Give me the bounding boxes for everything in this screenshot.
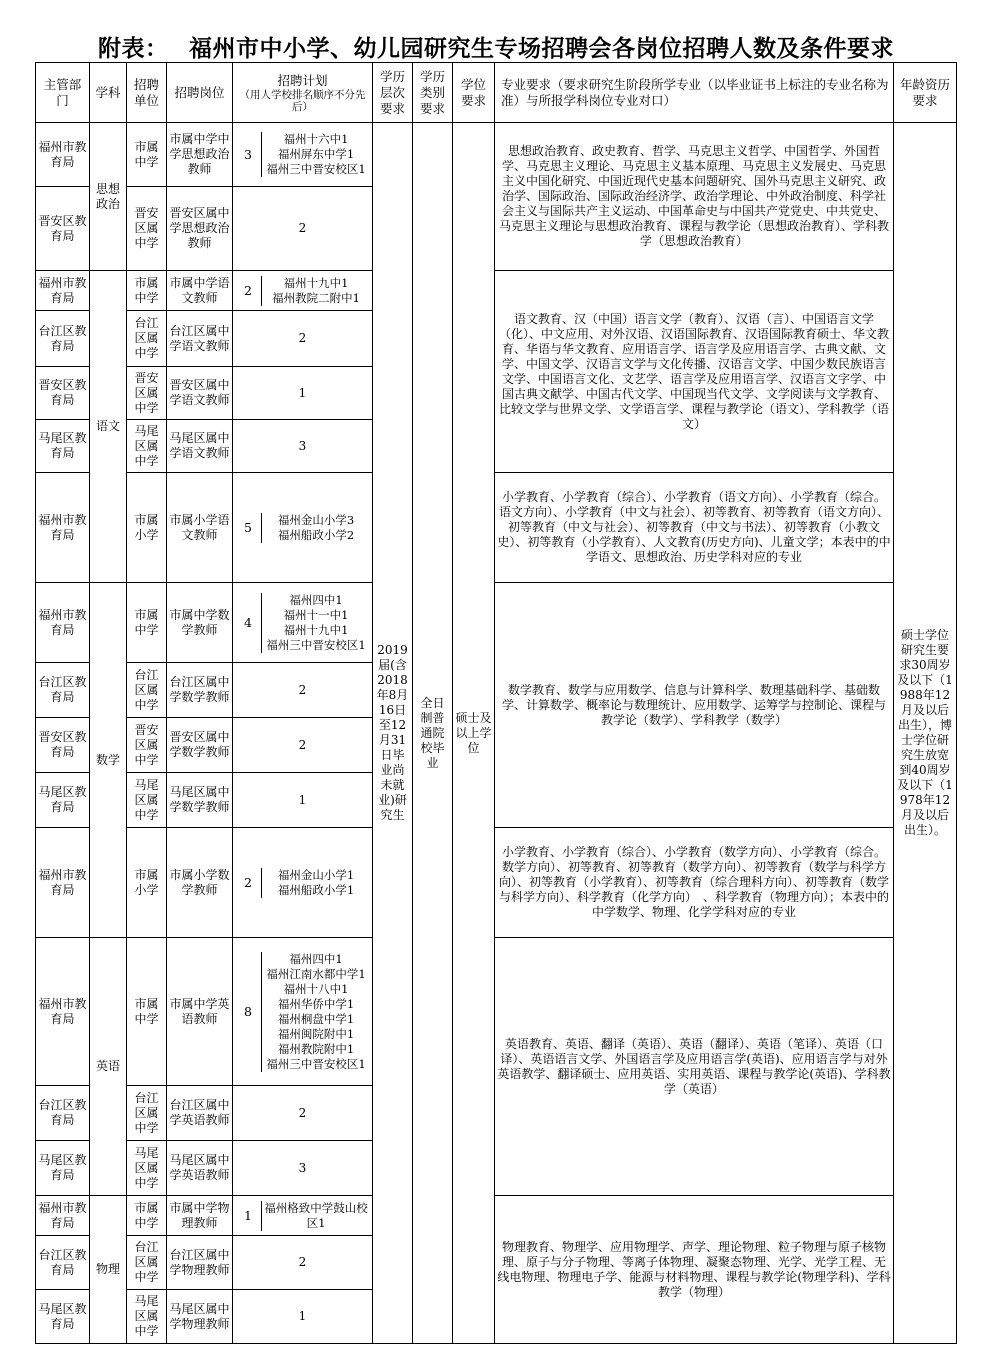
plan-cell [233, 123, 373, 187]
post-cell: 晋安区属中学思想政治教师 [167, 187, 233, 271]
school-item: 福州屏东中学1 [277, 147, 355, 161]
header-degree: 学位要求 [453, 63, 495, 123]
plan-cell [233, 938, 373, 1086]
major-chinese-middle: 语文教育、汉（中国）语言文学（教育）、汉语（言）、中国语言文学（化）、中文应用、对外汉语、汉语国际教育、汉语国际教育硕士、华文教育、华语与华文教育、应用语言学、语言学及应用语言学、古典文献、文学、中国文学、汉语言文学与文化传播、汉语言文学、中国少数民族语言文学、中国语言文化、文艺学、语言学及应用语言学、汉语言文字学、中国古典文献学、中国古代文学、中国现当代文学、文学阅读与文学教育、比较文学与世界文学、文学语言学、课程与教学论（语文）、学科教学（语文） [495, 271, 894, 473]
school-item: 福州十一中1 [283, 607, 349, 622]
table-row [36, 583, 957, 663]
plan-cell [233, 583, 373, 663]
unit-cell: 马尾区属中学 [127, 1141, 167, 1196]
unit-cell: 马尾区属中学 [127, 420, 167, 473]
plan-count: 5 [235, 513, 262, 543]
header-age: 年龄资历要求 [894, 63, 957, 123]
post-cell: 台江区属中学物理教师 [167, 1236, 233, 1290]
header-edu-level: 学历层次要求 [373, 63, 413, 123]
dept-cell: 福州市教育局 [36, 473, 90, 583]
post-cell: 市属小学数学教师 [167, 828, 233, 938]
school-item: 福州金山小学1 [277, 867, 355, 882]
post-cell: 台江区属中学数学教师 [167, 663, 233, 718]
major-math-primary: 小学教育、小学教育（综合）、小学教育（数学方向）、小学教育（综合。数学方向）、初等教育、初等教育（数学方向）、初等教育（数学与科学方向）、初等教育（小学教育）、初等教育（综合理科方向）、初等教育（数学与科学方向）、科学教育（化学方向） 、科学教育（物理方向）；本表中的中学数学、物理、化学学科对应的专业 [495, 828, 894, 938]
school-item: 福州四中1 [289, 951, 343, 966]
header-plan-label: 招聘计划 [277, 72, 328, 88]
degree-cell: 硕士及以上学位 [453, 123, 495, 1344]
post-cell: 马尾区属中学数学教师 [167, 773, 233, 828]
table-row [36, 123, 957, 187]
plan-count: 1 [233, 773, 373, 828]
major-english: 英语教育、英语、翻译（英语）、英语（翻译）、英语（笔译）、英语（口译）、英语语言文学、外国语言学及应用语言学(英语)、应用语言学与对外英语教学、翻译硕士、应用英语、实用英语、课程与教学论(英语)、学科教学（英语） [495, 938, 894, 1196]
unit-cell: 台江区属中学 [127, 663, 167, 718]
unit-cell: 市属中学 [127, 583, 167, 663]
plan-count: 1 [233, 1290, 373, 1344]
page-title: 附表： 福州市中小学、幼儿园研究生专场招聘会各岗位招聘人数及条件要求 [97, 35, 894, 62]
school-item: 福州十八中1 [283, 981, 349, 996]
major-math-middle: 数学教育、数学与应用数学、信息与计算科学、数理基础科学、基础数学、计算数学、概率论与数理统计、应用数学、运筹学与控制论、课程与教学论（数学）、学科教学（数学） [495, 583, 894, 828]
dept-cell: 马尾区教育局 [36, 420, 90, 473]
unit-cell: 台江区属中学 [127, 1236, 167, 1290]
dept-cell: 马尾区教育局 [36, 1290, 90, 1344]
school-item: 福州十九中1 [283, 622, 349, 637]
school-item: 福州三中晋安校区1 [266, 162, 366, 176]
post-cell: 马尾区属中学语文教师 [167, 420, 233, 473]
plan-cell [233, 828, 373, 938]
subject-cell: 英语 [90, 938, 127, 1196]
major-chinese-primary: 小学教育、小学教育（综合）、小学教育（语文方向）、小学教育（综合。语文方向）、小学教育（中文与社会）、初等教育、初等教育（语文方向）、初等教育（中文与社会）、初等教育（中文与书法）、初等教育（小教文史）、初等教育（小学教育）、人文教育(历史方向)、儿童文学；本表中的中学语文、思想政治、历史学科对应的专业 [495, 473, 894, 583]
header-dept: 主管部门 [36, 63, 90, 123]
header-major: 专业要求（要求研究生阶段所学专业（以毕业证书上标注的专业名称为准）与所报学科岗位专业对口） [495, 63, 894, 123]
header-row [36, 63, 957, 123]
plan-count: 4 [235, 593, 262, 653]
school-item: 福州江南水都中学1 [266, 966, 366, 981]
school-item: 福州十六中1 [283, 132, 349, 146]
unit-cell: 市属中学 [127, 1196, 167, 1236]
school-item: 福州四中1 [289, 592, 343, 607]
dept-cell: 福州市教育局 [36, 271, 90, 311]
plan-count: 2 [235, 868, 262, 898]
dept-cell: 马尾区教育局 [36, 773, 90, 828]
table-row [36, 271, 957, 311]
recruitment-table [35, 62, 957, 1344]
plan-count: 2 [233, 311, 373, 367]
dept-cell: 福州市教育局 [36, 123, 90, 187]
plan-count: 2 [233, 718, 373, 773]
school-item: 福州闽院附中1 [277, 1026, 355, 1041]
post-cell: 台江区属中学语文教师 [167, 311, 233, 367]
unit-cell: 台江区属中学 [127, 311, 167, 367]
dept-cell: 台江区教育局 [36, 1236, 90, 1290]
major-politics: 思想政治教育、政史教育、哲学、马克思主义哲学、中国哲学、外国哲学、马克思主义理论、马克思主义基本原理、马克思主义发展史、马克思主义中国化研究、中国近现代史基本问题研究、国外马克思主义研究、政治学、国际政治、国际政治经济学、政治学理论、中外政治制度、科学社会主义与国际共产主义运动、中国革命史与中国共产党党史、中共党史、马克思主义理论与思想政治教育、课程与教学论（思想政治教育）、学科教学（思想政治教育） [495, 123, 894, 271]
table-row [36, 473, 957, 583]
header-edu-type: 学历类别要求 [413, 63, 453, 123]
header-subject: 学科 [90, 63, 127, 123]
post-cell: 晋安区属中学语文教师 [167, 367, 233, 420]
dept-cell: 晋安区教育局 [36, 718, 90, 773]
plan-cell [233, 1196, 373, 1236]
dept-cell: 福州市教育局 [36, 583, 90, 663]
school-item: 福州桐盘中学1 [277, 1011, 355, 1026]
dept-cell: 马尾区教育局 [36, 1141, 90, 1196]
header-unit: 招聘单位 [127, 63, 167, 123]
unit-cell: 台江区属中学 [127, 1086, 167, 1141]
edu-type-cell: 全日制普通院校毕业 [413, 123, 453, 1344]
plan-count: 3 [235, 132, 262, 177]
major-physics: 物理教育、物理学、应用物理学、声学、理论物理、粒子物理与原子核物理、原子与分子物理、等离子体物理、凝聚态物理、光学、光学工程、无线电物理、物理电子学、能源与材料物理、课程与教学论(物理学科)、学科教学（物理） [495, 1196, 894, 1344]
dept-cell: 晋安区教育局 [36, 367, 90, 420]
school-item: 福州船政小学1 [277, 882, 355, 897]
unit-cell: 晋安区属中学 [127, 367, 167, 420]
subject-cell: 数学 [90, 583, 127, 938]
plan-count: 2 [233, 663, 373, 718]
header-post: 招聘岗位 [167, 63, 233, 123]
dept-cell: 台江区教育局 [36, 1086, 90, 1141]
school-item: 福州教院二附中1 [272, 290, 360, 305]
post-cell: 市属小学语文教师 [167, 473, 233, 583]
plan-cell [233, 473, 373, 583]
school-item: 福州格致中学鼓山校区1 [264, 1200, 368, 1230]
table-row [36, 938, 957, 1086]
post-cell: 马尾区属中学英语教师 [167, 1141, 233, 1196]
plan-count: 8 [235, 952, 262, 1072]
plan-count: 2 [233, 187, 373, 271]
plan-count: 3 [233, 1141, 373, 1196]
unit-cell: 马尾区属中学 [127, 1290, 167, 1344]
school-item: 福州船政小学2 [277, 527, 355, 542]
school-item: 福州十九中1 [283, 275, 349, 290]
subject-cell: 物理 [90, 1196, 127, 1344]
plan-count: 1 [235, 1201, 262, 1231]
table-row [36, 828, 957, 938]
header-plan [233, 63, 373, 123]
post-cell: 市属中学中学思想政治教师 [167, 123, 233, 187]
subject-cell: 语文 [90, 271, 127, 583]
unit-cell: 市属小学 [127, 473, 167, 583]
post-cell: 马尾区属中学物理教师 [167, 1290, 233, 1344]
unit-cell: 市属中学 [127, 938, 167, 1086]
dept-cell: 福州市教育局 [36, 938, 90, 1086]
dept-cell: 台江区教育局 [36, 663, 90, 718]
post-cell: 市属中学数学教师 [167, 583, 233, 663]
plan-count: 2 [233, 1236, 373, 1290]
plan-count: 2 [233, 1086, 373, 1141]
post-cell: 市属中学语文教师 [167, 271, 233, 311]
dept-cell: 晋安区教育局 [36, 187, 90, 271]
school-item: 福州华侨中学1 [277, 996, 355, 1011]
edu-level-cell: 2019届(含2018年8月16日至12月31日毕业尚未就业)研究生 [373, 123, 413, 1344]
table-row [36, 1196, 957, 1236]
age-cell: 硕士学位研究生要求30周岁及以下（1988年12月及以后出生），博士学位研究生放宽到40周岁及以下（1978年12月及以后出生）。 [894, 123, 957, 1344]
post-cell: 台江区属中学英语教师 [167, 1086, 233, 1141]
dept-cell: 台江区教育局 [36, 311, 90, 367]
post-cell: 市属中学物理教师 [167, 1196, 233, 1236]
post-cell: 市属中学英语教师 [167, 938, 233, 1086]
subject-cell: 思想政治 [90, 123, 127, 271]
school-item: 福州三中晋安校区1 [266, 637, 366, 652]
plan-count: 2 [235, 276, 262, 306]
school-item: 福州三中晋安校区1 [266, 1056, 366, 1071]
unit-cell: 晋安区属中学 [127, 187, 167, 271]
plan-cell [233, 271, 373, 311]
unit-cell: 晋安区属中学 [127, 718, 167, 773]
dept-cell: 福州市教育局 [36, 828, 90, 938]
unit-cell: 市属小学 [127, 828, 167, 938]
unit-cell: 市属中学 [127, 123, 167, 187]
dept-cell: 福州市教育局 [36, 1196, 90, 1236]
header-plan-note: （用人学校排名顺序不分先后） [239, 88, 366, 113]
plan-count: 3 [233, 420, 373, 473]
post-cell: 晋安区属中学数学教师 [167, 718, 233, 773]
unit-cell: 马尾区属中学 [127, 773, 167, 828]
school-item: 福州教院附中1 [277, 1041, 355, 1056]
plan-count: 1 [233, 367, 373, 420]
unit-cell: 市属中学 [127, 271, 167, 311]
school-item: 福州金山小学3 [277, 512, 355, 527]
